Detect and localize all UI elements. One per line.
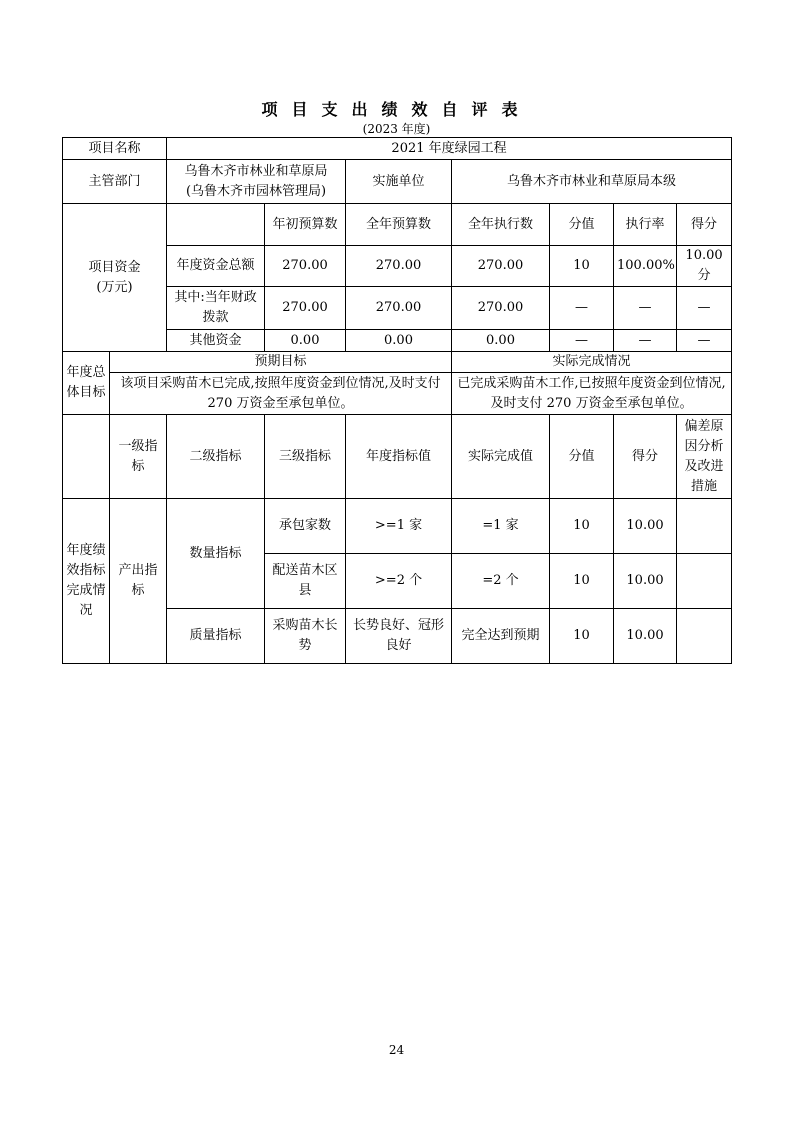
document-year: (2023 年度) bbox=[362, 122, 431, 136]
indicator-target: >=1 家 bbox=[346, 499, 452, 554]
funds-cell: — bbox=[550, 330, 614, 352]
impl-value: 乌鲁木齐市林业和草原局本级 bbox=[452, 160, 732, 204]
document-title: 项目支出绩效自评表 bbox=[261, 100, 532, 119]
funds-cell: 270.00 bbox=[346, 287, 452, 330]
funds-cell: — bbox=[677, 330, 732, 352]
indicator-score: 10.00 bbox=[614, 609, 677, 664]
dept-value bbox=[167, 160, 346, 204]
funds-cell: — bbox=[614, 287, 677, 330]
funds-header-score: 得分 bbox=[677, 204, 732, 246]
page-number: 24 bbox=[388, 1043, 405, 1057]
indicator-level2: 质量指标 bbox=[167, 609, 265, 664]
indicator-header-score-value: 分值 bbox=[550, 415, 614, 499]
funds-cell: 100.00% bbox=[614, 246, 677, 287]
performance-table bbox=[62, 137, 732, 664]
dept-value-line2: (乌鲁木齐市园林管理局) bbox=[185, 183, 327, 199]
funds-label-line1: 项目资金 bbox=[88, 259, 141, 275]
funds-header-annual-budget: 全年预算数 bbox=[346, 204, 452, 246]
indicator-level3: 承包家数 bbox=[265, 499, 346, 554]
funds-cell: 270.00 bbox=[265, 287, 346, 330]
funds-cell: 10.00 分 bbox=[677, 246, 732, 287]
goals-expected-text: 该项目采购苗木已完成,按照年度资金到位情况,及时支付 270 万资金至承包单位。 bbox=[110, 373, 452, 415]
funds-cell: 270.00 bbox=[452, 246, 550, 287]
indicator-score: 10.00 bbox=[614, 499, 677, 554]
indicator-header-level1: 一级指标 bbox=[110, 415, 167, 499]
funds-cell: 0.00 bbox=[265, 330, 346, 352]
indicator-deviation bbox=[677, 609, 732, 664]
goals-actual-header: 实际完成情况 bbox=[452, 352, 732, 373]
funds-header-exec-rate: 执行率 bbox=[614, 204, 677, 246]
indicator-header-level2: 二级指标 bbox=[167, 415, 265, 499]
goals-label: 年度总体目标 bbox=[63, 352, 110, 415]
funds-cell: — bbox=[614, 330, 677, 352]
funds-cell: 10 bbox=[550, 246, 614, 287]
indicator-level2: 数量指标 bbox=[167, 499, 265, 609]
funds-row-label: 其中:当年财政拨款 bbox=[167, 287, 265, 330]
indicator-deviation bbox=[677, 554, 732, 609]
indicator-score-value: 10 bbox=[550, 499, 614, 554]
indicator-score-value: 10 bbox=[550, 554, 614, 609]
funds-cell: 0.00 bbox=[346, 330, 452, 352]
funds-cell: 270.00 bbox=[265, 246, 346, 287]
indicator-actual: =2 个 bbox=[452, 554, 550, 609]
indicator-level3: 采购苗木长势 bbox=[265, 609, 346, 664]
indicator-header-target: 年度指标值 bbox=[346, 415, 452, 499]
funds-header-blank bbox=[167, 204, 265, 246]
funds-cell: 270.00 bbox=[452, 287, 550, 330]
funds-cell: 0.00 bbox=[452, 330, 550, 352]
project-name-value: 2021 年度绿园工程 bbox=[167, 138, 732, 160]
funds-header-score-value: 分值 bbox=[550, 204, 614, 246]
goals-expected-header: 预期目标 bbox=[110, 352, 452, 373]
funds-cell: 270.00 bbox=[346, 246, 452, 287]
funds-label-line2: (万元) bbox=[96, 279, 133, 295]
indicator-header-score: 得分 bbox=[614, 415, 677, 499]
indicator-target: 长势良好、冠形良好 bbox=[346, 609, 452, 664]
indicator-score-value: 10 bbox=[550, 609, 614, 664]
funds-row-label: 其他资金 bbox=[167, 330, 265, 352]
funds-header-initial-budget: 年初预算数 bbox=[265, 204, 346, 246]
indicator-target: >=2 个 bbox=[346, 554, 452, 609]
funds-label bbox=[63, 204, 167, 352]
project-name-label: 项目名称 bbox=[63, 138, 167, 160]
indicator-header-actual: 实际完成值 bbox=[452, 415, 550, 499]
indicator-header-level3: 三级指标 bbox=[265, 415, 346, 499]
dept-label: 主管部门 bbox=[63, 160, 167, 204]
indicator-deviation bbox=[677, 499, 732, 554]
indicator-level1: 产出指标 bbox=[110, 499, 167, 664]
impl-label: 实施单位 bbox=[346, 160, 452, 204]
goals-actual-text: 已完成采购苗木工作,已按照年度资金到位情况,及时支付 270 万资金至承包单位。 bbox=[452, 373, 732, 415]
indicator-score: 10.00 bbox=[614, 554, 677, 609]
funds-header-executed: 全年执行数 bbox=[452, 204, 550, 246]
indicator-header-blank bbox=[63, 415, 110, 499]
dept-value-line1: 乌鲁木齐市林业和草原局 bbox=[184, 163, 328, 179]
indicator-actual: 完全达到预期 bbox=[452, 609, 550, 664]
indicator-section-label: 年度绩效指标完成情况 bbox=[63, 499, 110, 664]
funds-cell: — bbox=[677, 287, 732, 330]
indicator-level3: 配送苗木区县 bbox=[265, 554, 346, 609]
funds-cell: — bbox=[550, 287, 614, 330]
indicator-header-deviation: 偏差原因分析及改进措施 bbox=[677, 415, 732, 499]
funds-row-label: 年度资金总额 bbox=[167, 246, 265, 287]
indicator-actual: =1 家 bbox=[452, 499, 550, 554]
